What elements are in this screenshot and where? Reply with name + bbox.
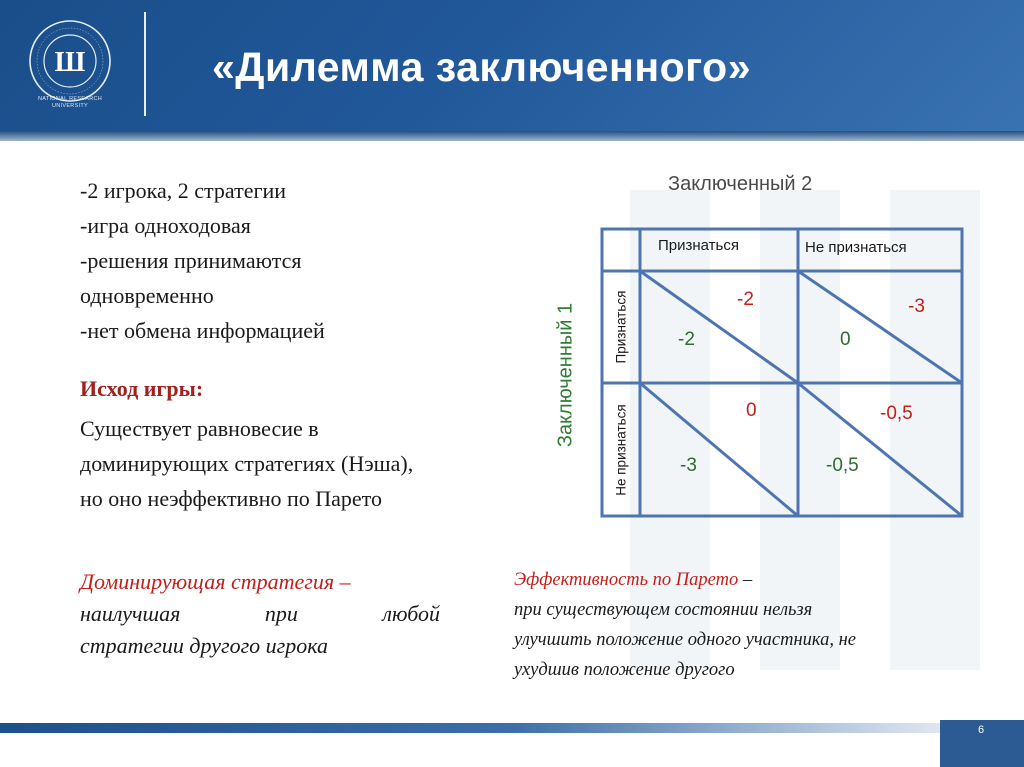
pareto-definition — [514, 565, 856, 685]
payoff-p1: -0,5 — [826, 455, 859, 476]
university-logo — [27, 18, 113, 104]
pareto-term: Эффективность по Парето — [514, 570, 739, 590]
player2-label: Заключенный 2 — [668, 173, 813, 195]
dominant-strategy-definition — [80, 566, 440, 662]
logo-caption-line1: NATIONAL RESEARCH — [37, 96, 103, 102]
outcome-heading: Исход игры: — [80, 376, 204, 401]
dominant-word: при — [264, 601, 298, 626]
dominant-word: наилучшая — [80, 601, 181, 626]
pareto-line: улучшить положение одного участника, не — [514, 630, 857, 650]
outcome-line: доминирующих стратегиях (Нэша), — [80, 451, 414, 476]
payoff-p1: -2 — [678, 329, 695, 350]
payoff-p2: 0 — [746, 400, 757, 421]
dominant-term: Доминирующая стратегия — [80, 569, 335, 594]
list-item: одновременно — [80, 283, 214, 308]
outcome-line: Существует равновесие в — [80, 416, 319, 441]
payoff-p1: -3 — [680, 455, 697, 476]
col-header-confess: Признаться — [658, 237, 739, 254]
slide-title: «Дилемма заключенного» — [212, 44, 752, 90]
list-item: -решения принимаются — [80, 248, 302, 273]
game-properties-list — [80, 173, 325, 348]
payoff-p2: -2 — [737, 289, 754, 310]
dominant-line3: стратегии другого игрока — [80, 633, 328, 658]
header-divider — [144, 12, 146, 116]
list-item: -игра одноходовая — [80, 213, 251, 238]
pareto-line: при существующем состоянии нельзя — [514, 600, 813, 620]
logo-caption — [18, 96, 122, 110]
list-item: -2 игрока, 2 стратегии — [80, 178, 287, 203]
payoff-p2: -3 — [908, 296, 925, 317]
list-item: -нет обмена информацией — [80, 318, 325, 343]
outcome-line: но оно неэффективно по Парето — [80, 486, 383, 511]
page-number: 6 — [978, 724, 985, 736]
logo-caption-line2: UNIVERSITY — [51, 103, 88, 109]
svg-text:Ш: Ш — [54, 47, 86, 78]
dominant-word: любой — [382, 601, 440, 626]
col-header-not-confess: Не признаться — [805, 239, 907, 256]
player1-label: Заключенный 1 — [554, 302, 577, 448]
dominant-dash: – — [339, 569, 351, 594]
row-header-not-confess: Не признаться — [613, 404, 629, 496]
outcome-text — [80, 411, 413, 516]
payoff-p2: -0,5 — [880, 403, 913, 424]
footer-bar — [0, 723, 1024, 733]
row-header-confess: Признаться — [613, 290, 629, 364]
pareto-line: ухудшив положение другого — [514, 660, 735, 680]
payoff-p1: 0 — [840, 329, 851, 350]
matrix-grid — [600, 226, 966, 518]
header-bottom-stripe — [0, 131, 1024, 141]
pareto-dash: – — [738, 570, 753, 590]
